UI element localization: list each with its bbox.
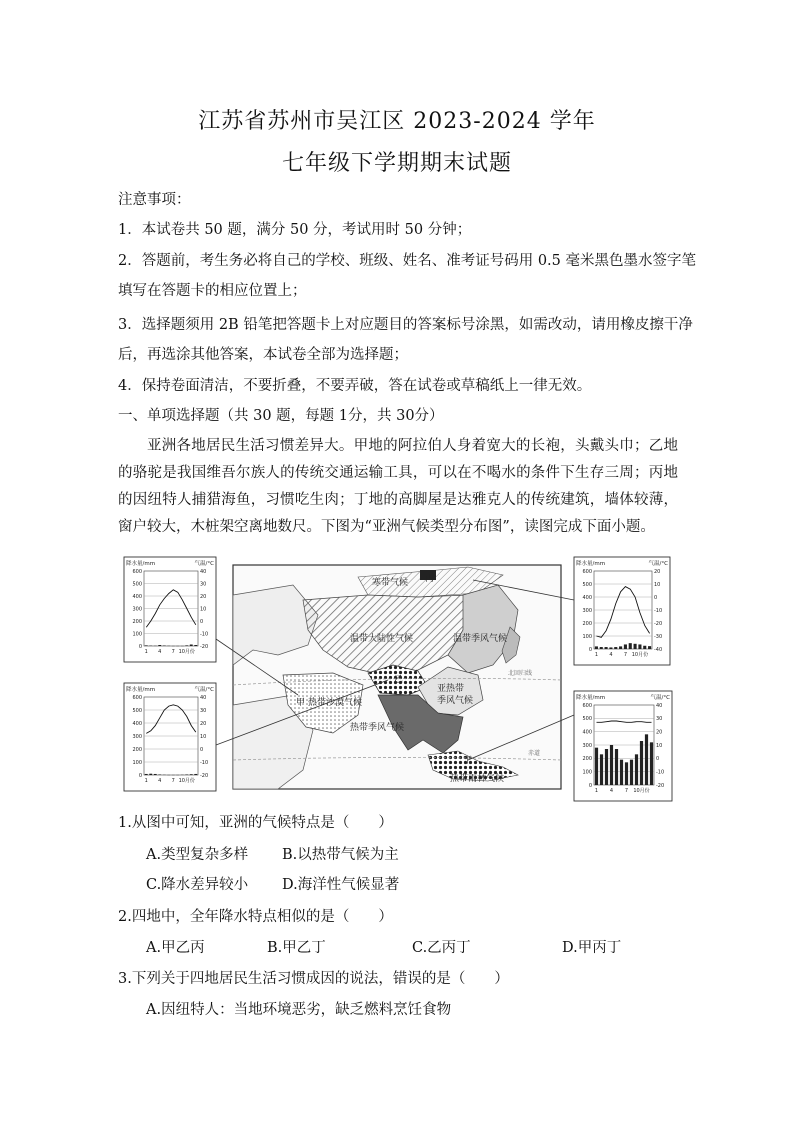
precip-bar bbox=[600, 647, 603, 649]
right-tick-label: 30 bbox=[200, 707, 207, 714]
left-tick-label: 600 bbox=[132, 694, 142, 701]
right-tick-label: 30 bbox=[656, 716, 663, 723]
right-tick-label: -10 bbox=[200, 759, 209, 766]
note-2a: 2．答题前，考生务必将自己的学校、班级、姓名、准考证号码用 0.5 毫米黑色墨水签字笔 bbox=[118, 253, 696, 269]
month-tick-label: 4 bbox=[609, 652, 613, 658]
right-tick-label: -30 bbox=[654, 633, 663, 640]
precip-bar bbox=[620, 760, 623, 785]
precip-bar bbox=[190, 774, 193, 775]
q3-option-a[interactable]: A.因纽特人：当地环境恶劣，缺乏燃料烹饪食物 bbox=[146, 1002, 452, 1018]
precip-bar bbox=[634, 644, 637, 649]
map-label-bing: 丙 bbox=[425, 574, 435, 584]
right-tick-label: 0 bbox=[654, 594, 658, 601]
map-label-yareda-1: 亚热带 bbox=[437, 684, 465, 694]
climate-chart-top-right bbox=[574, 557, 670, 665]
notes-heading: 注意事项： bbox=[118, 192, 191, 208]
right-tick-label: -10 bbox=[656, 769, 665, 776]
month-tick-label: 10月份 bbox=[178, 778, 195, 784]
left-tick-label: 300 bbox=[582, 607, 592, 614]
left-tick-label: 400 bbox=[132, 720, 142, 727]
month-tick-label: 10月份 bbox=[631, 652, 649, 658]
q2-option-c[interactable]: C.乙丙丁 bbox=[412, 940, 471, 956]
left-tick-label: 600 bbox=[132, 568, 142, 575]
climate-chart-bottom-right bbox=[574, 691, 672, 801]
left-tick-label: 100 bbox=[132, 759, 142, 766]
left-tick-label: 0 bbox=[588, 782, 592, 789]
map-label-redai-yulin: 热带雨林气候 bbox=[450, 774, 505, 784]
left-tick-label: 300 bbox=[132, 606, 142, 613]
right-tick-label: 40 bbox=[200, 694, 207, 701]
left-tick-label: 300 bbox=[132, 733, 142, 740]
precip-bar bbox=[605, 749, 608, 785]
left-tick-label: 200 bbox=[582, 620, 592, 627]
month-tick-label: 1 bbox=[144, 649, 148, 655]
temp-axis-label: 气温/°C bbox=[650, 695, 670, 701]
left-tick-label: 0 bbox=[138, 772, 142, 779]
precip-bar bbox=[194, 645, 197, 646]
left-tick-label: 500 bbox=[132, 581, 142, 588]
precip-axis-label: 降水量/mm bbox=[126, 687, 156, 693]
q1-option-c[interactable]: C.降水差异较小 bbox=[146, 877, 249, 893]
precip-bar bbox=[630, 760, 633, 785]
month-tick-label: 7 bbox=[624, 788, 629, 794]
precip-bar bbox=[158, 774, 161, 775]
right-tick-label: 10 bbox=[200, 733, 207, 740]
precip-bar bbox=[145, 645, 148, 646]
temp-axis-label: 气温/°C bbox=[194, 561, 214, 567]
precip-bar bbox=[624, 644, 627, 649]
asia-climate-figure bbox=[118, 555, 678, 805]
precip-bar bbox=[645, 734, 648, 785]
note-2b: 填写在答题卡的相应位置上； bbox=[118, 283, 307, 299]
precip-bar bbox=[185, 645, 188, 646]
temp-axis-label: 气温/°C bbox=[194, 687, 214, 693]
right-tick-label: 0 bbox=[656, 756, 660, 763]
right-tick-label: -20 bbox=[656, 782, 665, 789]
right-tick-label: 10 bbox=[654, 581, 661, 588]
section-heading: 一、单项选择题（共 30 题，每题 1分，共 30分） bbox=[118, 408, 444, 424]
precip-bar bbox=[149, 774, 152, 775]
left-tick-label: 500 bbox=[132, 707, 142, 714]
month-tick-label: 4 bbox=[158, 649, 162, 655]
note-4: 4．保持卷面清洁，不要折叠，不要弄破，答在试卷或草稿纸上一律无效。 bbox=[118, 378, 592, 394]
month-tick-label: 7 bbox=[623, 652, 628, 658]
right-tick-label: -10 bbox=[200, 631, 209, 638]
map-label-hanlei: 寒带气候 bbox=[372, 578, 409, 588]
month-tick-label: 10月份 bbox=[178, 649, 195, 655]
climate-chart-bottom-left bbox=[124, 683, 216, 791]
precip-bar bbox=[610, 745, 613, 785]
map-label-ding: 丁 bbox=[463, 756, 473, 766]
q2-stem: 2.四地中，全年降水特点相似的是（ ） bbox=[118, 909, 393, 925]
month-tick-label: 10月份 bbox=[633, 788, 650, 794]
left-tick-label: 0 bbox=[138, 643, 142, 650]
precip-bar bbox=[595, 748, 598, 785]
precip-bar bbox=[629, 643, 632, 649]
left-tick-label: 200 bbox=[132, 618, 142, 625]
precip-bar bbox=[638, 644, 641, 649]
precip-bar bbox=[185, 774, 188, 775]
precip-bar bbox=[145, 774, 148, 775]
q3-stem: 3.下列关于四地居民生活习惯成因的说法，错误的是（ ） bbox=[118, 971, 509, 987]
right-tick-label: -20 bbox=[200, 772, 209, 779]
precip-bar bbox=[190, 645, 193, 647]
month-tick-label: 7 bbox=[171, 649, 175, 655]
precip-bar bbox=[194, 774, 197, 775]
right-tick-label: 20 bbox=[656, 729, 663, 736]
left-tick-label: 600 bbox=[582, 568, 592, 575]
precip-axis-label: 降水量/mm bbox=[576, 561, 606, 567]
precip-axis-label: 降水量/mm bbox=[126, 561, 156, 567]
map-label-redai-shamo: 热带沙漠气候 bbox=[308, 698, 363, 708]
month-tick-label: 1 bbox=[594, 788, 599, 794]
left-tick-label: 200 bbox=[582, 756, 592, 763]
precip-bar bbox=[605, 647, 608, 649]
q1-option-a[interactable]: A.类型复杂多样 bbox=[146, 847, 249, 863]
right-tick-label: -20 bbox=[654, 620, 663, 627]
left-tick-label: 400 bbox=[582, 729, 592, 736]
right-tick-label: 20 bbox=[200, 593, 207, 600]
left-tick-label: 300 bbox=[582, 742, 592, 749]
reading-passage: 亚洲各地居民生活习惯差异大。甲地的阿拉伯人身着宽大的长袍，头戴头巾；乙地的骆驼是我国维吾尔族人的传统交通运输工具，可以在不喝水的条件下生存三周；丙地的因纽特人捕猎海鱼，习惯吃生肉；丁地的高脚屋是达雅克人的传统建筑，墙体较薄，窗户较大，木桩架空离地数尺。下图为“亚洲气候类型分布图”，读图完成下面小题。 bbox=[118, 438, 678, 535]
right-tick-label: 20 bbox=[654, 568, 661, 575]
left-tick-label: 200 bbox=[132, 746, 142, 753]
right-tick-label: 40 bbox=[200, 568, 207, 575]
q1-option-d[interactable]: D.海洋性气候显著 bbox=[282, 877, 400, 893]
precip-bar bbox=[640, 741, 643, 785]
precip-bar bbox=[614, 647, 617, 649]
precip-bar bbox=[643, 646, 646, 649]
month-tick-label: 7 bbox=[171, 778, 175, 784]
map-label-yi: 乙 bbox=[394, 675, 404, 685]
right-tick-label: -40 bbox=[654, 646, 663, 653]
page-subtitle: 七年级下学期期末试题 bbox=[281, 151, 512, 176]
map-label-redai-jifeng: 热带季风气候 bbox=[350, 723, 405, 733]
left-tick-label: 400 bbox=[132, 593, 142, 600]
precip-bar bbox=[595, 646, 598, 649]
month-tick-label: 1 bbox=[144, 778, 148, 784]
map-label-equator: 赤道 bbox=[528, 750, 541, 757]
right-tick-label: 0 bbox=[200, 618, 204, 625]
precip-bar bbox=[635, 754, 638, 785]
left-tick-label: 400 bbox=[582, 594, 592, 601]
q1-option-b[interactable]: B.以热带气候为主 bbox=[282, 847, 399, 863]
map-label-jia: 甲 bbox=[296, 698, 306, 708]
precip-bar bbox=[154, 774, 157, 775]
left-tick-label: 500 bbox=[582, 716, 592, 723]
right-tick-label: 40 bbox=[656, 702, 663, 709]
precip-bar bbox=[600, 754, 603, 785]
page-title: 江苏省苏州市吴江区 2023-2024 学年 bbox=[198, 109, 596, 134]
right-tick-label: 20 bbox=[200, 720, 207, 727]
right-tick-label: -20 bbox=[200, 643, 209, 650]
asia-map bbox=[233, 565, 561, 789]
map-label-wendai-dalu: 温带大陆性气候 bbox=[350, 634, 414, 644]
precip-bar bbox=[609, 647, 612, 649]
q2-option-b[interactable]: B.甲乙丁 bbox=[267, 940, 326, 956]
q2-option-a[interactable]: A.甲乙丙 bbox=[146, 940, 205, 956]
right-tick-label: 10 bbox=[656, 742, 663, 749]
climate-chart-top-left bbox=[124, 557, 216, 662]
left-tick-label: 100 bbox=[582, 769, 592, 776]
precip-bar bbox=[619, 646, 622, 649]
precip-bar bbox=[163, 646, 166, 647]
note-1: 1．本试卷共 50 题，满分 50 分，考试用时 50 分钟； bbox=[118, 222, 472, 238]
q2-option-d[interactable]: D.甲丙丁 bbox=[562, 940, 622, 956]
precip-bar bbox=[158, 645, 161, 646]
month-tick-label: 4 bbox=[609, 788, 614, 794]
left-tick-label: 100 bbox=[582, 633, 592, 640]
precip-bar bbox=[615, 749, 618, 785]
map-label-yareda-2: 季风气候 bbox=[437, 696, 474, 706]
precip-axis-label: 降水量/mm bbox=[576, 695, 606, 701]
left-tick-label: 500 bbox=[582, 581, 592, 588]
month-tick-label: 1 bbox=[594, 652, 599, 658]
note-3b: 后，再选涂其他答案，本试卷全部为选择题； bbox=[118, 347, 408, 363]
precip-bar bbox=[625, 762, 628, 785]
map-label-wendai-jifeng: 温带季风气候 bbox=[453, 634, 508, 644]
note-3a: 3．选择题须用 2B 铅笔把答题卡上对应题目的答案标号涂黑，如需改动，请用橡皮擦干净 bbox=[118, 317, 693, 333]
right-tick-label: 10 bbox=[200, 606, 207, 613]
q1-stem: 1.从图中可知，亚洲的气候特点是（ ） bbox=[118, 815, 393, 831]
precip-bar bbox=[648, 646, 651, 649]
left-tick-label: 100 bbox=[132, 631, 142, 638]
precip-bar bbox=[650, 742, 653, 785]
month-tick-label: 4 bbox=[158, 778, 162, 784]
right-tick-label: -10 bbox=[654, 607, 663, 614]
map-label-tropic: 北回归线 bbox=[508, 670, 533, 677]
right-tick-label: 0 bbox=[200, 746, 204, 753]
right-tick-label: 30 bbox=[200, 581, 207, 588]
temp-axis-label: 气温/°C bbox=[648, 561, 668, 567]
left-tick-label: 600 bbox=[582, 702, 592, 709]
left-tick-label: 0 bbox=[588, 646, 592, 653]
